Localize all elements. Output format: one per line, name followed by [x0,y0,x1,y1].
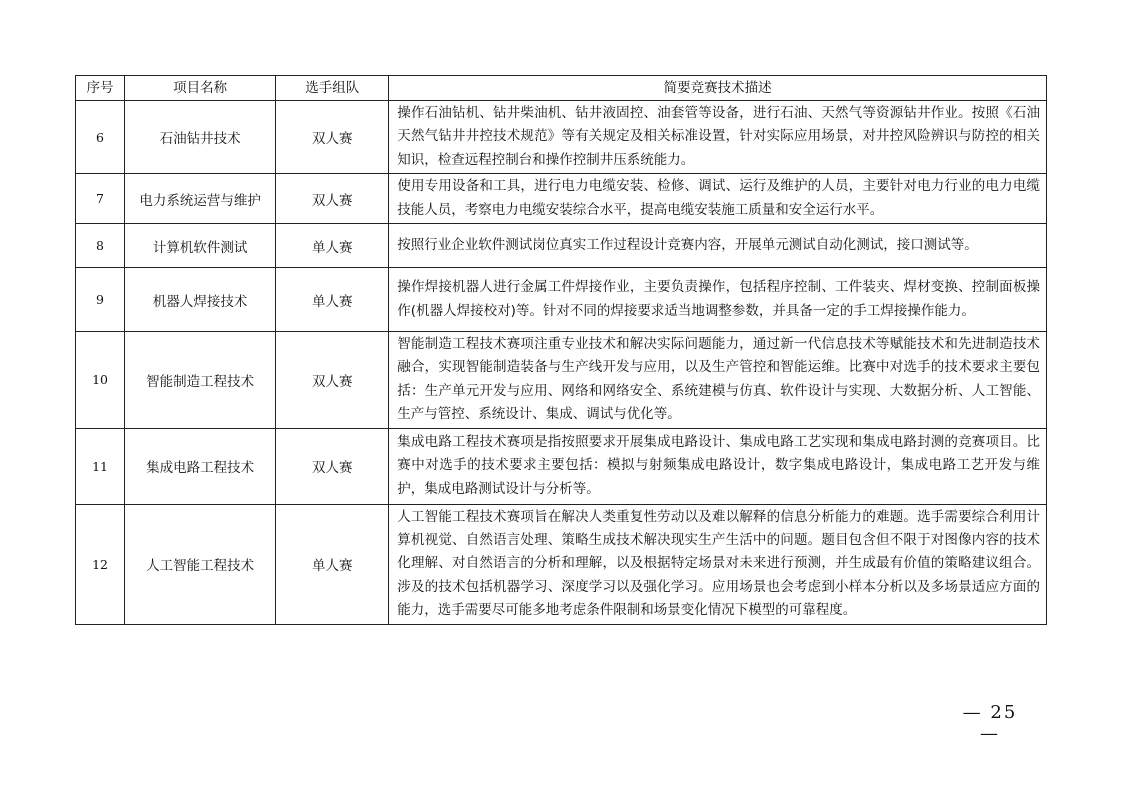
row-project-name: 电力系统运营与维护 [125,174,276,224]
table-row [76,268,1047,332]
row-description: 使用专用设备和工具，进行电力电缆安装、检修、调试、运行及维护的人员，主要针对电力行业的电力电缆技能人员，考察电力电缆安装综合水平，提高电缆安装施工质量和安全运行水平。 [389,174,1047,224]
row-serial-number: 9 [76,268,125,332]
header-description: 简要竞赛技术描述 [389,76,1047,101]
table-row [76,332,1047,429]
table-row [76,224,1047,268]
row-team-format: 单人赛 [276,504,389,624]
table-row [76,428,1047,504]
row-description: 按照行业企业软件测试岗位真实工作过程设计竞赛内容，开展单元测试自动化测试，接口测试等。 [389,224,1047,268]
row-serial-number: 7 [76,174,125,224]
row-team-format: 双人赛 [276,101,389,174]
row-team-format: 单人赛 [276,224,389,268]
row-project-name: 计算机软件测试 [125,224,276,268]
row-project-name: 智能制造工程技术 [125,332,276,429]
row-team-format: 单人赛 [276,268,389,332]
row-project-name: 石油钻井技术 [125,101,276,174]
row-project-name: 机器人焊接技术 [125,268,276,332]
row-project-name: 人工智能工程技术 [125,504,276,624]
row-serial-number: 6 [76,101,125,174]
header-team-format: 选手组队 [276,76,389,101]
row-serial-number: 10 [76,332,125,429]
row-description: 人工智能工程技术赛项旨在解决人类重复性劳动以及难以解释的信息分析能力的难题。选手需要综合利用计算机视觉、自然语言处理、策略生成技术解决现实生产生活中的问题。题目包含但不限于对图像内容的技术化理解、对自然语言的分析和理解，以及根据特定场景对未来进行预测，并生成最有价值的策略建议组合。涉及的技术包括机器学习、深度学习以及强化学习。应用场景也会考虑到小样本分析以及多场景适应方面的能力，选手需要尽可能多地考虑条件限制和场景变化情况下模型的可靠程度。 [389,504,1047,624]
row-serial-number: 12 [76,504,125,624]
table-row [76,174,1047,224]
competition-table [75,75,1047,625]
table-header-row [76,76,1047,101]
row-serial-number: 8 [76,224,125,268]
row-serial-number: 11 [76,428,125,504]
row-team-format: 双人赛 [276,174,389,224]
page-number: — 25 — [962,702,1018,744]
row-description: 集成电路工程技术赛项是指按照要求开展集成电路设计、集成电路工艺实现和集成电路封测的竞赛项目。比赛中对选手的技术要求主要包括：模拟与射频集成电路设计，数字集成电路设计，集成电路工艺开发与维护，集成电路测试设计与分析等。 [389,428,1047,504]
header-project-name: 项目名称 [125,76,276,101]
row-description: 智能制造工程技术赛项注重专业技术和解决实际问题能力，通过新一代信息技术等赋能技术和先进制造技术融合，实现智能制造装备与生产线开发与应用，以及生产管控和智能运维。比赛中对选手的技术要求主要包括：生产单元开发与应用、网络和网络安全、系统建模与仿真、软件设计与实现、大数据分析、人工智能、生产与管控、系统设计、集成、调试与优化等。 [389,332,1047,429]
row-team-format: 双人赛 [276,332,389,429]
header-serial-number: 序号 [76,76,125,101]
table-row [76,504,1047,624]
table-row [76,101,1047,174]
row-description: 操作焊接机器人进行金属工件焊接作业，主要负责操作，包括程序控制、工件装夹、焊材变换、控制面板操作(机器人焊接校对)等。针对不同的焊接要求适当地调整参数，并具备一定的手工焊接操作能力。 [389,268,1047,332]
row-description: 操作石油钻机、钻井柴油机、钻井液固控、油套管等设备，进行石油、天然气等资源钻井作业。按照《石油天然气钻井井控技术规范》等有关规定及相关标准设置，针对实际应用场景，对井控风险辨识与防控的相关知识，检查远程控制台和操作控制井压系统能力。 [389,101,1047,174]
row-team-format: 双人赛 [276,428,389,504]
row-project-name: 集成电路工程技术 [125,428,276,504]
